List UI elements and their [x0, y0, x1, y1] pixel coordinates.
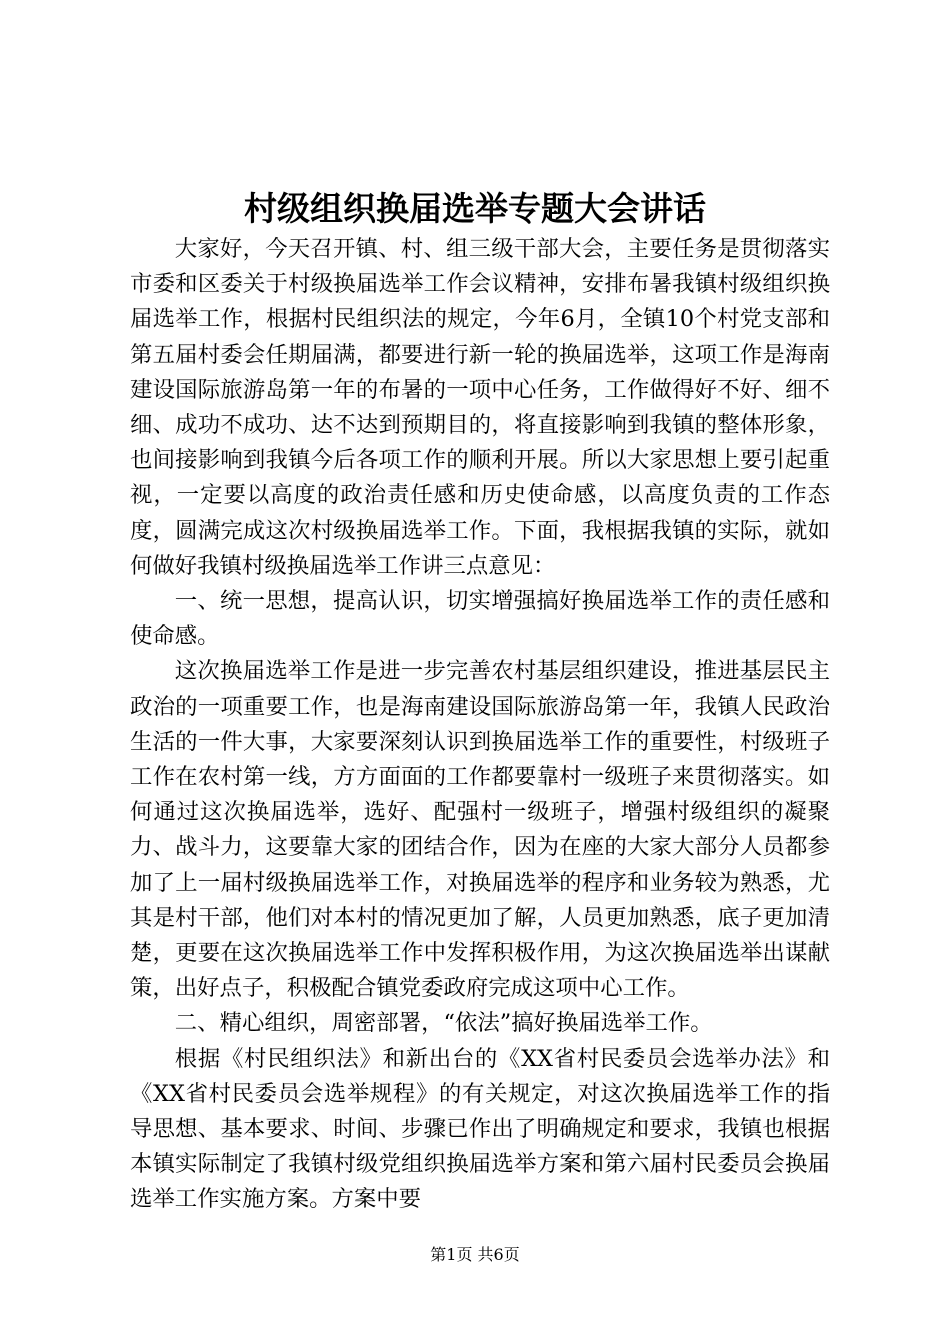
document-body [130, 232, 830, 1218]
paragraph-section-1: 这次换届选举工作是进一步完善农村基层组织建设，推进基层民主政治的一项重要工作，也是海南建设国际旅游岛第一年，我镇人民政治生活的一件大事，大家要深刻认识到换届选举工作的重要性，村级班子工作在农村第一线，方方面面的工作都要靠村一级班子来贯彻落实。如何通过这次换届选举，选好、配强村一级班子，增强村级组织的凝聚力、战斗力，这要靠大家的团结合作，因为在座的大家大部分人员都参加了上一届村级换届选举工作，对换届选举的程序和业务较为熟悉，尤其是村干部，他们对本村的情况更加了解，人员更加熟悉，底子更加清楚，更要在这次换届选举工作中发挥积极作用，为这次换届选举出谋献策，出好点子，积极配合镇党委政府完成这项中心工作。 [130, 658, 830, 1002]
paragraph-heading-1: 一、统一思想，提高认识，切实增强搞好换届选举工作的责任感和使命感。 [130, 588, 830, 650]
paragraph-heading-2: 二、精心组织，周密部署，“依法”搞好换届选举工作。 [174, 1010, 713, 1037]
paragraph-section-2: 根据《村民组织法》和新出台的《XX省村民委员会选举办法》和《XX省村民委员会选举规程》的有关规定，对这次换届选举工作的指导思想、基本要求、时间、步骤已作出了明确规定和要求，我镇也根据本镇实际制定了我镇村级党组织换届选举方案和第六届村民委员会换届选举工作实施方案。方案中要 [130, 1045, 830, 1213]
page-footer: 第1页 共6页 [430, 1245, 520, 1264]
document-title: 村级组织换届选举专题大会讲话 [244, 189, 706, 228]
paragraph-intro: 大家好，今天召开镇、村、组三级干部大会，主要任务是贯彻落实市委和区委关于村级换届选举工作会议精神，安排布暑我镇村级组织换届选举工作，根据村民组织法的规定，今年6月，全镇10个村党支部和第五届村委会任期届满，都要进行新一轮的换届选举，这项工作是海南建设国际旅游岛第一年的布暑的一项中心任务，工作做得好不好、细不细、成功不成功、达不达到预期目的，将直接影响到我镇的整体形象，也间接影响到我镇今后各项工作的顺利开展。所以大家思想上要引起重视，一定要以高度的政治责任感和历史使命感，以高度负责的工作态度，圆满完成这次村级换届选举工作。下面，我根据我镇的实际，就如何做好我镇村级换届选举工作讲三点意见： [130, 236, 830, 579]
